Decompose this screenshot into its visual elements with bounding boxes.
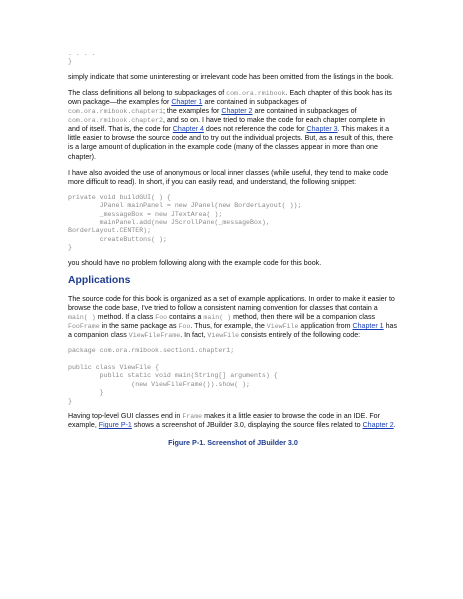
inline-code: ViewFile (207, 332, 240, 340)
text: . Each chapter of this book has its own package—the examples for (68, 88, 392, 106)
code-snippet-ellipsis: . . . . } (68, 50, 96, 66)
text: method, then there will be a companion class (231, 312, 376, 321)
inline-code: com.ora.rmibook (226, 89, 286, 97)
inline-code: com.ora.rmibook.chapter1 (68, 108, 163, 116)
text: Having top-level GUI classes end in (68, 412, 183, 421)
section-heading-applications: Applications (68, 274, 131, 286)
chapter-1-link[interactable]: Chapter 1 (171, 98, 203, 106)
document-page (68, 50, 398, 447)
text: . (393, 421, 396, 430)
paragraph-top-level-gui (68, 412, 398, 430)
text: . In fact, (180, 331, 208, 340)
chapter-1-link[interactable]: Chapter 1 (352, 322, 384, 331)
text: does not reference the code for (203, 125, 307, 134)
paragraph-omitted-code: simply indicate that some uninteresting or irrelevant code has been omitted from the listings in the book. (68, 72, 394, 81)
text: The source code for this book is organized as a set of example applications. In order to make it easier to browse the code base, I've tried to follow a consistent naming convention for classes that contain a (68, 294, 395, 312)
inline-code: ViewFile (266, 323, 299, 331)
text: are contained in subpackages of (202, 98, 307, 106)
text: application from (298, 322, 353, 331)
text: ; the examples for (162, 107, 222, 116)
text: shows a screenshot of JBuilder 3.0, displaying the source files related to (131, 421, 363, 430)
text: The class definitions all belong to subpackages of (68, 88, 227, 97)
paragraph-inner-classes: I have also avoided the use of anonymous or local inner classes (while useful, they tend to make code more difficult to read). In short, if you can easily read, and understand, the following snippet: (68, 168, 389, 186)
code-snippet-build-gui: private void buildGUI( ) { JPanel mainPanel = new JPanel(new BorderLayout( )); _messageBox = new JTextArea( ); mainPanel.add(new JScrollPane(_messageBox), BorderLayout.CENTER); createButtons( ); } (68, 193, 302, 252)
inline-code: Foo (155, 313, 168, 321)
text: in the same package as (99, 322, 179, 331)
paragraph-follow-along: you should have no problem following along with the example code for this book. (68, 258, 322, 267)
inline-code: Frame (182, 413, 203, 421)
inline-code: com.ora.rmibook.chapter2 (68, 117, 163, 125)
text: method. If a class (95, 312, 156, 321)
text: consists entirely of the following code: (239, 331, 361, 340)
text: . This makes it a little easier to browse the source code and to try out the individual projects. But, as a result of this, there is a large amount of duplication in the example code (many of the classes appear in more than one chapter). (68, 125, 393, 161)
paragraph-naming-convention (68, 295, 398, 340)
text: , and so on. I have tried to make the code for each chapter complete in and of itself. That is, the code for (68, 116, 385, 134)
paragraph-packages (68, 89, 398, 162)
inline-code: main( ) (203, 313, 232, 321)
text: makes it a little easier to browse the code in an IDE. For example, (68, 412, 380, 430)
inline-code: main( ) (68, 313, 96, 321)
chapter-3-link[interactable]: Chapter 3 (306, 125, 338, 134)
text: . Thus, for example, the (190, 322, 267, 331)
text: has a companion class (68, 322, 398, 340)
chapter-4-link[interactable]: Chapter 4 (172, 125, 204, 134)
inline-code: FooFrame (68, 323, 100, 331)
code-snippet-view-file: package com.ora.rmibook.section1.chapter1; public class ViewFile { public static void main(String[] arguments) { (new ViewFileFrame()).show( ); } } (68, 347, 278, 405)
figure-caption: Figure P-1. Screenshot of JBuilder 3.0 (168, 438, 298, 448)
text: contains a (167, 312, 204, 321)
inline-code: ViewFileFrame (128, 332, 181, 340)
chapter-2-link[interactable]: Chapter 2 (362, 421, 394, 430)
chapter-2-link[interactable]: Chapter 2 (221, 107, 253, 116)
text: are contained in subpackages of (252, 107, 357, 116)
inline-code: Foo (178, 323, 191, 331)
figure-p-1-link[interactable]: Figure P-1 (98, 421, 132, 430)
